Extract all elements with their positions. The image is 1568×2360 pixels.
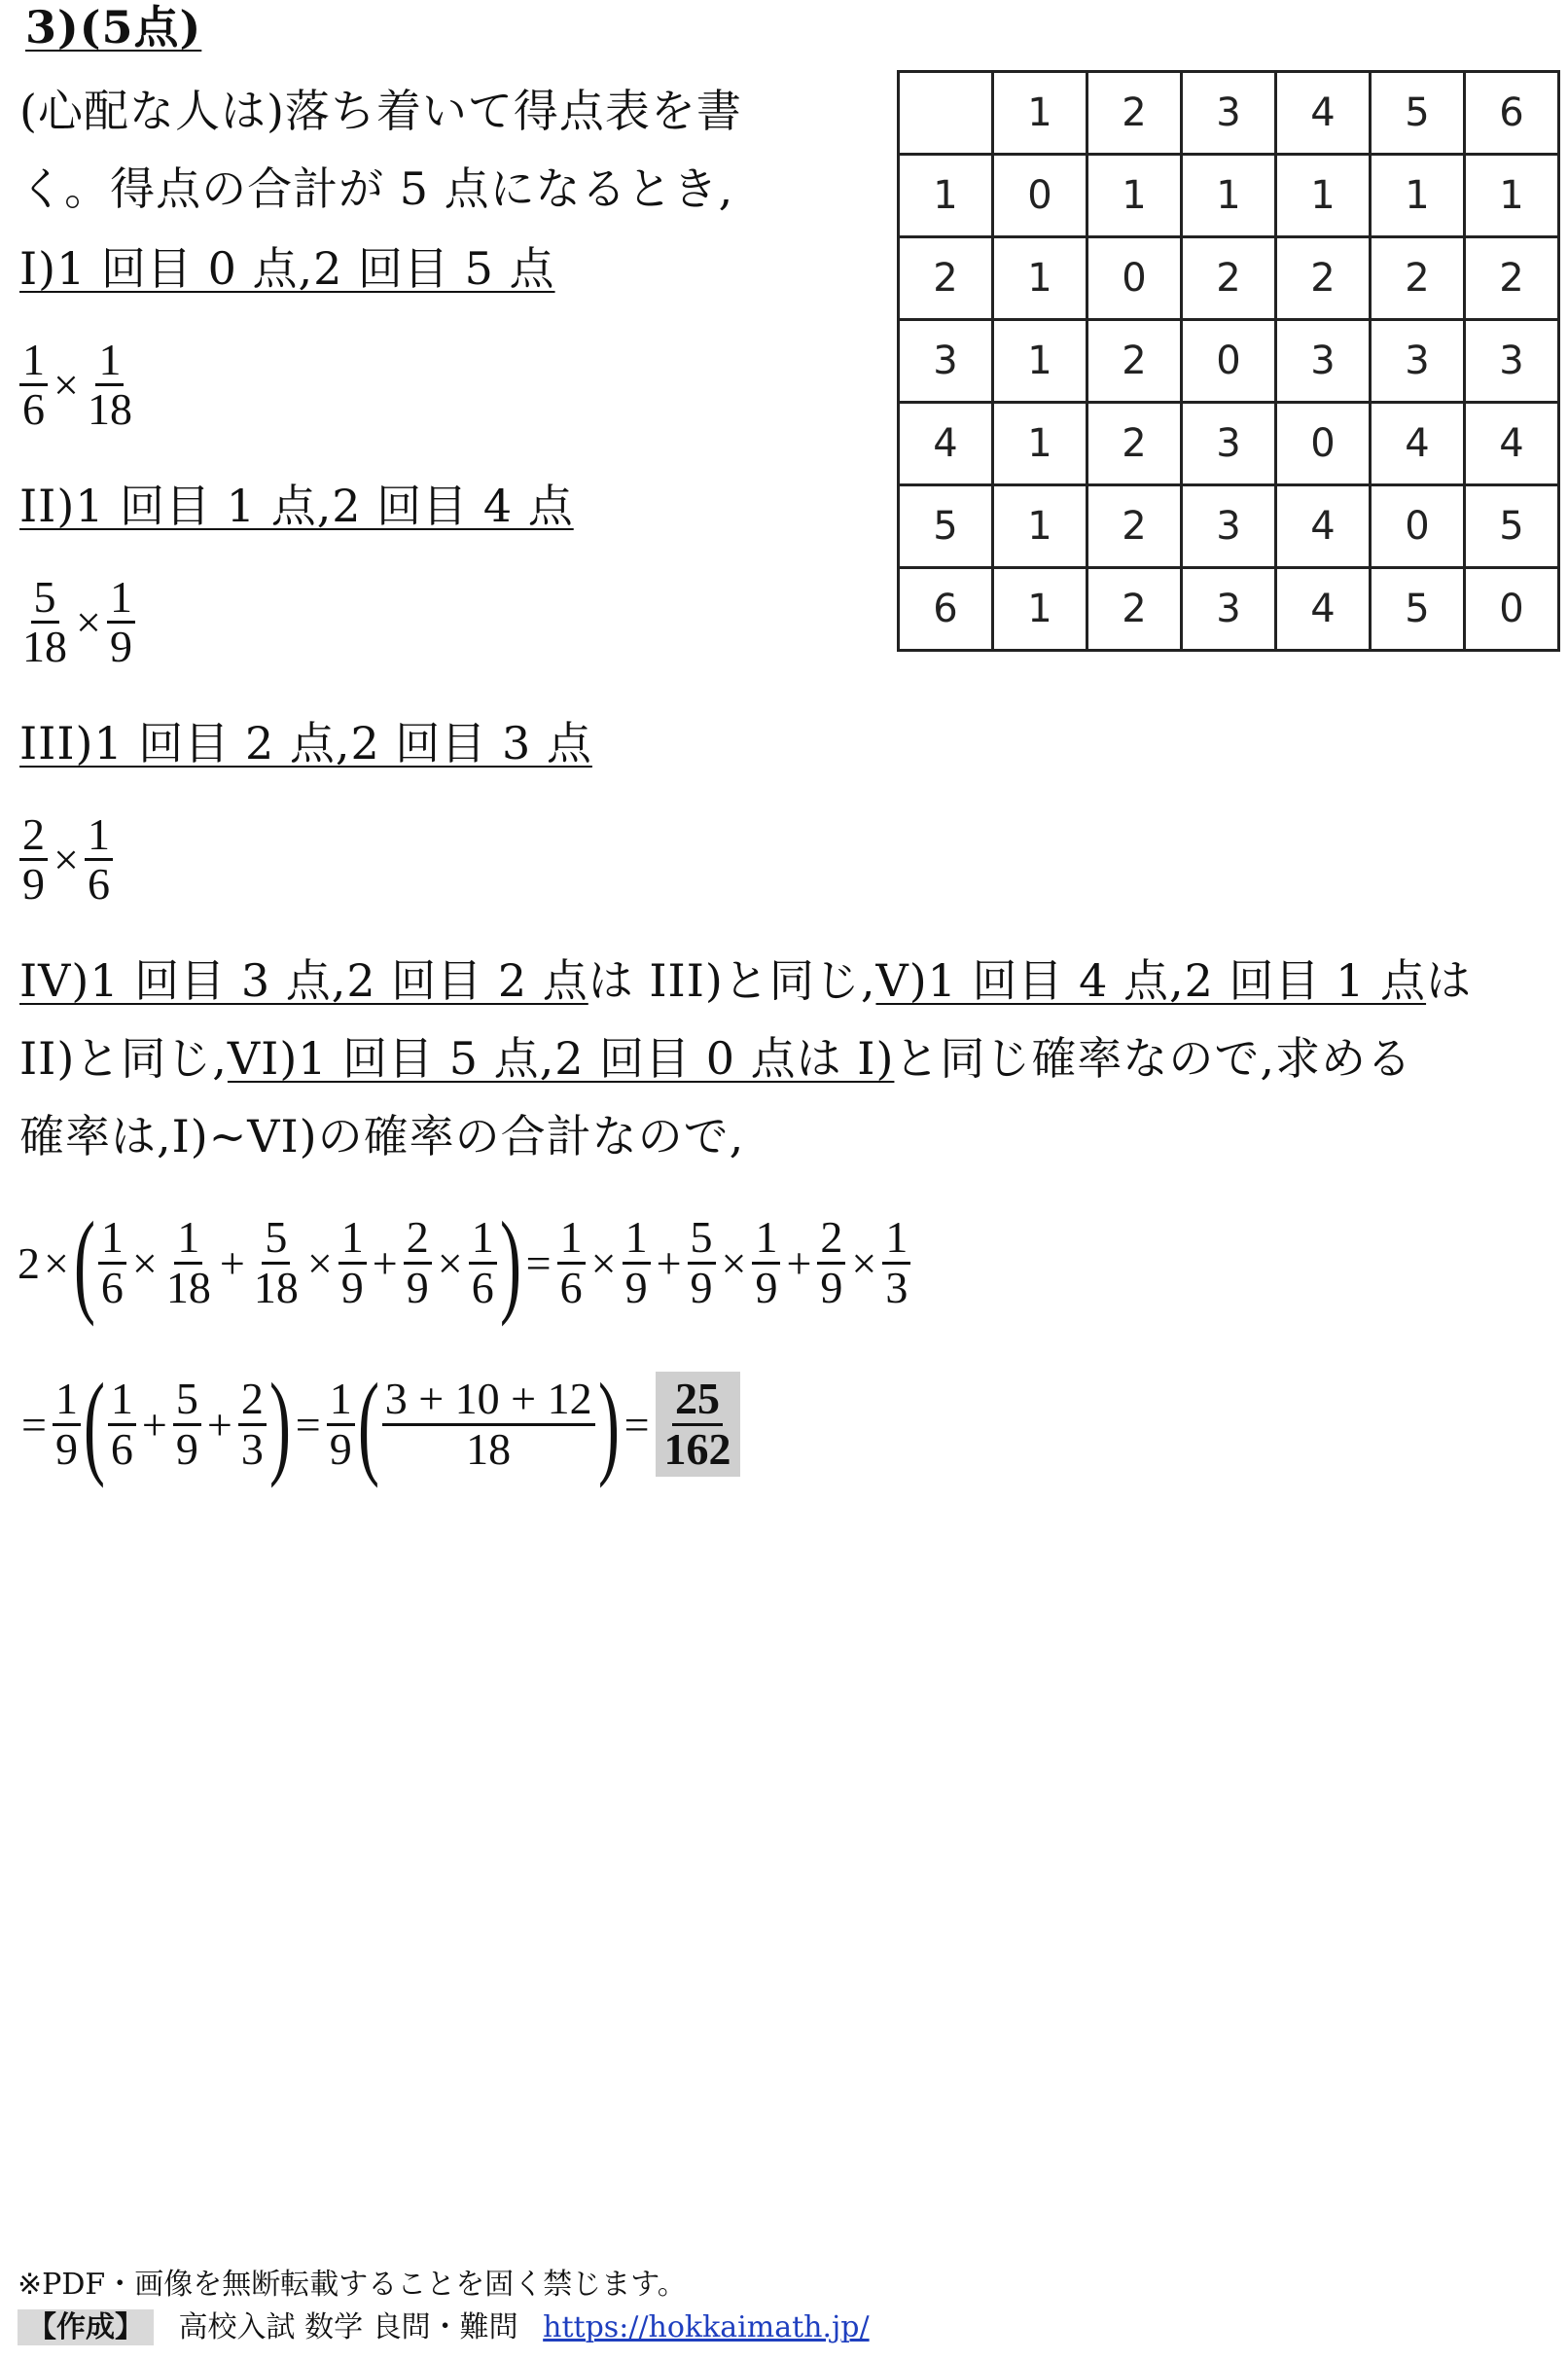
table-row (899, 155, 1559, 237)
fraction (98, 1214, 126, 1311)
denominator: 6 (471, 1262, 494, 1312)
numerator: 5 (688, 1214, 716, 1264)
case-3-product (18, 811, 115, 909)
table-cell: 1 (899, 155, 993, 237)
case-4-label: IV)1 回目 3 点,2 回目 2 点 (19, 954, 588, 1007)
table-cell: 5 (1465, 485, 1559, 568)
table-cell: 1 (993, 72, 1087, 155)
intro-line-1: (心配な人は)落ち着いて得点表を書 (19, 85, 742, 137)
fraction (108, 1376, 136, 1473)
fraction (688, 1214, 716, 1311)
fraction (469, 1214, 497, 1311)
plus-sign: + (656, 1237, 682, 1288)
numerator: 25 (672, 1376, 723, 1425)
equation-1 (18, 1198, 912, 1327)
equals-sign: = (624, 1399, 650, 1449)
para-text: II)と同じ, (19, 1032, 228, 1085)
denominator: 6 (559, 1262, 583, 1312)
table-cell: 2 (1087, 485, 1182, 568)
times-sign: × (53, 360, 79, 411)
denominator: 6 (100, 1262, 124, 1312)
denominator: 18 (253, 1262, 299, 1312)
table-cell: 2 (1371, 237, 1465, 320)
table-cell: 3 (1371, 320, 1465, 403)
table-cell: 4 (1276, 568, 1371, 651)
table-cell: 4 (1276, 485, 1371, 568)
table-cell: 1 (1182, 155, 1276, 237)
table-cell: 4 (1371, 403, 1465, 485)
table-cell: 1 (993, 568, 1087, 651)
table-cell: 3 (1276, 320, 1371, 403)
section-heading: 3)(5点) (25, 1, 202, 54)
numerator: 2 (404, 1214, 432, 1264)
denominator: 18 (466, 1423, 512, 1474)
denominator: 9 (820, 1262, 843, 1312)
right-paren: ) (597, 1359, 620, 1488)
plus-sign: + (141, 1399, 167, 1449)
denominator: 18 (165, 1262, 211, 1312)
fraction (327, 1376, 355, 1473)
left-paren: ( (83, 1359, 105, 1488)
times-sign: × (721, 1237, 747, 1288)
left-paren: ( (73, 1198, 95, 1327)
equals-sign: = (295, 1399, 321, 1449)
table-cell: 2 (1087, 72, 1182, 155)
numerator: 1 (752, 1214, 780, 1264)
case-1-label: I)1 回目 0 点,2 回目 5 点 (19, 242, 555, 295)
table-cell: 5 (1371, 568, 1465, 651)
table-cell: 0 (1182, 320, 1276, 403)
score-table (897, 70, 1560, 652)
table-cell: 3 (1182, 72, 1276, 155)
case-3-label: III)1 回目 2 点,2 回目 3 点 (19, 717, 592, 769)
denominator: 162 (663, 1423, 731, 1474)
site-link[interactable]: https://hokkaimath.jp/ (543, 2310, 870, 2344)
table-cell: 1 (993, 485, 1087, 568)
table-cell: 3 (1182, 568, 1276, 651)
denominator: 9 (340, 1262, 364, 1312)
numerator: 3 + 10 + 12 (382, 1376, 595, 1425)
case-5-label: V)1 回目 4 点,2 回目 1 点 (875, 954, 1427, 1007)
table-cell: 1 (993, 403, 1087, 485)
times-sign: × (437, 1237, 463, 1288)
table-cell: 0 (1087, 237, 1182, 320)
denominator: 18 (87, 384, 132, 435)
fraction (817, 1214, 845, 1311)
table-row (899, 485, 1559, 568)
table-cell (899, 72, 993, 155)
times-sign: × (851, 1237, 877, 1288)
denominator: 9 (329, 1423, 352, 1474)
table-cell: 2 (1087, 403, 1182, 485)
times-sign: × (53, 835, 79, 885)
fraction (173, 1376, 201, 1473)
fraction (623, 1214, 651, 1311)
fraction (238, 1376, 267, 1473)
table-cell: 2 (1087, 320, 1182, 403)
numerator: 2 (238, 1376, 267, 1425)
fraction (85, 337, 135, 434)
table-cell: 1 (1087, 155, 1182, 237)
fraction (382, 1376, 595, 1473)
denominator: 9 (690, 1262, 713, 1312)
fraction (163, 1214, 214, 1311)
denominator: 6 (87, 859, 110, 910)
fraction (882, 1214, 910, 1311)
denominator: 6 (110, 1423, 133, 1474)
author-tag: 【作成】 (18, 2309, 154, 2345)
table-cell: 4 (1465, 403, 1559, 485)
case-1-product (18, 337, 137, 434)
denominator: 18 (22, 622, 67, 672)
table-cell: 0 (1276, 403, 1371, 485)
coefficient: 2 (18, 1237, 40, 1288)
equals-sign: = (525, 1237, 552, 1288)
right-paren: ) (268, 1359, 291, 1488)
numerator: 1 (339, 1214, 367, 1264)
case-2-label: II)1 回目 1 点,2 回目 4 点 (19, 480, 574, 532)
numerator: 1 (95, 337, 124, 386)
table-cell: 1 (993, 237, 1087, 320)
fraction (53, 1376, 81, 1473)
table-cell: 2 (1182, 237, 1276, 320)
denominator: 9 (22, 859, 45, 910)
numerator: 2 (19, 811, 48, 861)
times-sign: × (590, 1237, 617, 1288)
table-header-row (899, 72, 1559, 155)
numerator: 1 (327, 1376, 355, 1425)
numerator: 5 (262, 1214, 290, 1264)
numerator: 5 (31, 574, 59, 624)
fraction (19, 574, 70, 671)
numerator: 1 (882, 1214, 910, 1264)
footer-credit (18, 2309, 870, 2346)
table-cell: 2 (1087, 568, 1182, 651)
case-2-product (18, 574, 137, 671)
table-cell: 5 (1371, 72, 1465, 155)
table-cell: 6 (1465, 72, 1559, 155)
table-cell: 2 (1465, 237, 1559, 320)
fraction (85, 811, 113, 909)
numerator: 5 (173, 1376, 201, 1425)
right-paren: ) (499, 1198, 521, 1327)
table-cell: 1 (993, 320, 1087, 403)
numerator: 1 (19, 337, 48, 386)
table-cell: 0 (993, 155, 1087, 237)
para-line-1 (19, 953, 1472, 1008)
answer-box (656, 1372, 740, 1477)
para-line-3: 確率は,I)~VI)の確率の合計なので, (19, 1110, 745, 1162)
times-sign: × (306, 1237, 333, 1288)
numerator: 1 (623, 1214, 651, 1264)
numerator: 1 (469, 1214, 497, 1264)
numerator: 1 (107, 574, 135, 624)
numerator: 2 (817, 1214, 845, 1264)
fraction (251, 1214, 302, 1311)
table-cell: 3 (899, 320, 993, 403)
plus-sign: + (206, 1399, 232, 1449)
para-text: は (1426, 954, 1473, 1007)
table-cell: 3 (1465, 320, 1559, 403)
numerator: 1 (98, 1214, 126, 1264)
table-row (899, 403, 1559, 485)
plus-sign: + (372, 1237, 398, 1288)
times-sign: × (44, 1237, 69, 1288)
numerator: 1 (557, 1214, 586, 1264)
case-6-label: VI)1 回目 5 点,2 回目 0 点は I) (227, 1032, 895, 1085)
table-cell: 3 (1182, 485, 1276, 568)
table-cell: 2 (899, 237, 993, 320)
denominator: 9 (54, 1423, 78, 1474)
site-name: 高校入試 数学 良問・難問 (178, 2310, 518, 2344)
denominator: 9 (109, 622, 132, 672)
intro-line-2: く。得点の合計が 5 点になるとき, (19, 162, 734, 215)
table-cell: 4 (1276, 72, 1371, 155)
equation-2 (18, 1359, 742, 1488)
fraction (404, 1214, 432, 1311)
times-sign: × (76, 597, 101, 648)
para-line-2 (19, 1031, 1412, 1086)
denominator: 9 (624, 1262, 648, 1312)
fraction (107, 574, 135, 671)
denominator: 9 (755, 1262, 778, 1312)
fraction (752, 1214, 780, 1311)
table-cell: 2 (1276, 237, 1371, 320)
equals-sign: = (21, 1399, 47, 1449)
plus-sign: + (786, 1237, 812, 1288)
table-row (899, 320, 1559, 403)
para-text: と同じ確率なので,求める (894, 1032, 1413, 1085)
numerator: 1 (174, 1214, 202, 1264)
table-cell: 0 (1371, 485, 1465, 568)
fraction (557, 1214, 586, 1311)
numerator: 1 (108, 1376, 136, 1425)
numerator: 1 (53, 1376, 81, 1425)
table-cell: 3 (1182, 403, 1276, 485)
table-cell: 1 (1465, 155, 1559, 237)
copyright-note: ※PDF・画像を無断転載することを固く禁じます。 (18, 2268, 687, 2302)
fraction (339, 1214, 367, 1311)
para-text: は III)と同じ, (588, 954, 876, 1007)
table-cell: 1 (1276, 155, 1371, 237)
denominator: 3 (240, 1423, 264, 1474)
table-cell: 0 (1465, 568, 1559, 651)
table-cell: 1 (1371, 155, 1465, 237)
table-cell: 5 (899, 485, 993, 568)
table-row (899, 568, 1559, 651)
left-paren: ( (357, 1359, 379, 1488)
table-cell: 6 (899, 568, 993, 651)
table-row (899, 237, 1559, 320)
times-sign: × (131, 1237, 158, 1288)
denominator: 6 (22, 384, 45, 435)
numerator: 1 (85, 811, 113, 861)
denominator: 9 (175, 1423, 198, 1474)
plus-sign: + (219, 1237, 245, 1288)
fraction (19, 811, 48, 909)
fraction (19, 337, 48, 434)
denominator: 3 (885, 1262, 909, 1312)
table-cell: 4 (899, 403, 993, 485)
denominator: 9 (406, 1262, 429, 1312)
